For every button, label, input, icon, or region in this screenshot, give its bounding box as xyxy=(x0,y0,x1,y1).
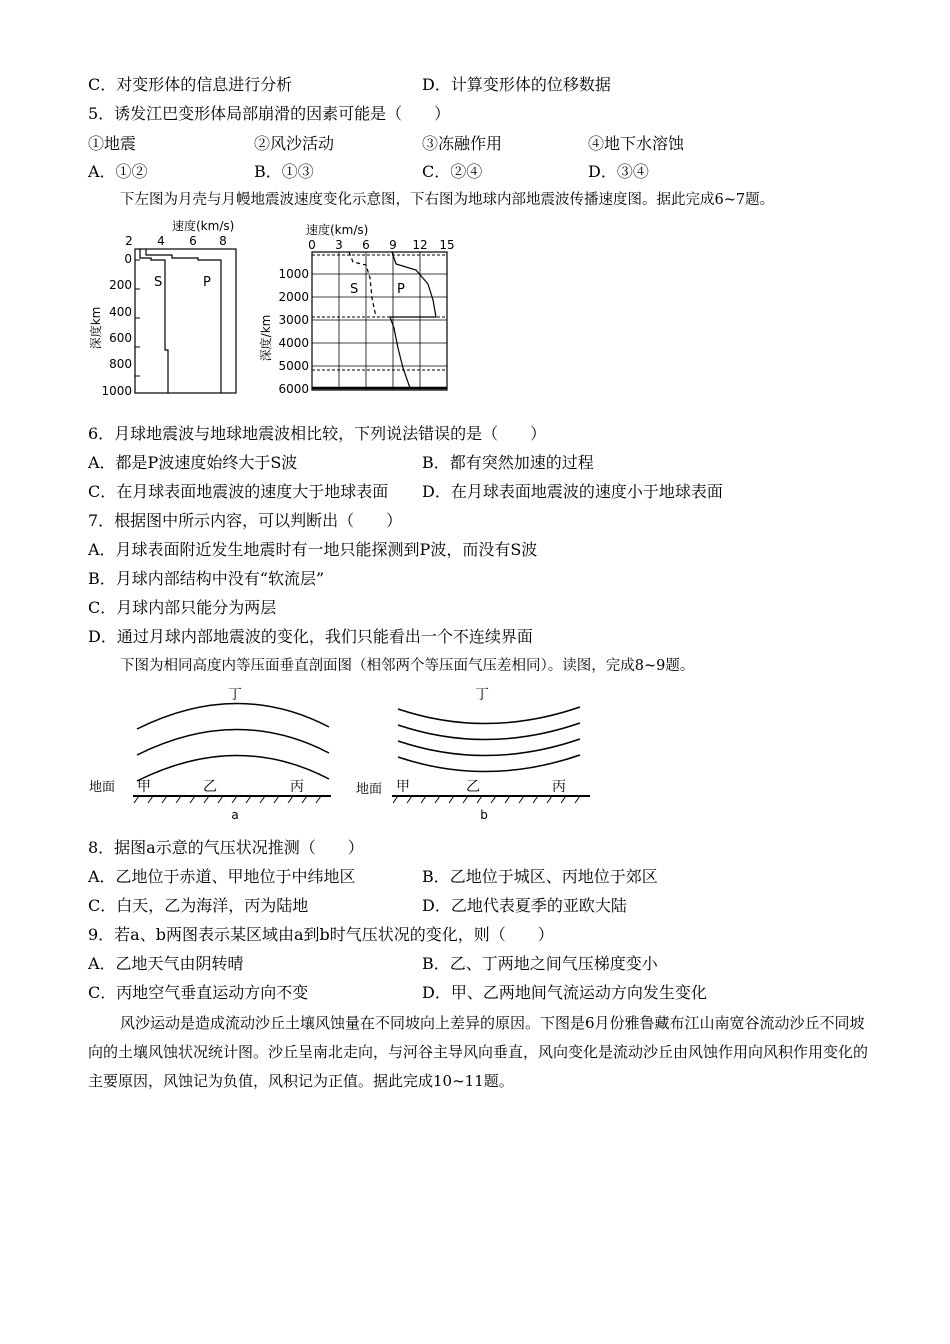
isobar-b-jia: 甲 xyxy=(396,779,410,795)
isobar-a-line-1 xyxy=(137,703,329,729)
isobar-a-top-label: 丁 xyxy=(228,687,242,703)
isobar-b-yi: 乙 xyxy=(466,779,480,795)
moon-y-tick-200: 200 xyxy=(109,278,132,292)
q4-option-d: D．计算变形体的位移数据 xyxy=(422,75,611,94)
moon-y-tick-600: 600 xyxy=(109,331,132,345)
q4-option-c: C．对变形体的信息进行分析 xyxy=(88,75,293,94)
earth-x-tick-15: 15 xyxy=(439,238,455,252)
earth-x-tick-9: 9 xyxy=(389,238,397,252)
isobar-b-bing: 丙 xyxy=(552,779,566,795)
q7-stem: 7．根据图中所示内容，可以判断出（ ） xyxy=(88,511,403,530)
q7-option-b: B．月球内部结构中没有“软流层” xyxy=(88,569,325,588)
earth-x-tick-3: 3 xyxy=(335,238,343,252)
isobar-a-line-3 xyxy=(137,755,329,781)
earth-seismic-chart xyxy=(258,218,458,403)
q6-option-a: A．都是P波速度始终大于S波 xyxy=(88,453,298,472)
isobar-a-jia: 甲 xyxy=(137,779,151,795)
moon-y-tick-400: 400 xyxy=(109,305,132,319)
earth-x-tick-12: 12 xyxy=(412,238,428,252)
q5-option-d: D．③④ xyxy=(588,162,649,181)
earth-chart-title: 速度(km/s) xyxy=(306,223,369,237)
q5-option-b: B．①③ xyxy=(254,162,314,181)
earth-y-tick-3000: 3000 xyxy=(278,313,309,327)
q8-option-c: C．白天，乙为海洋，丙为陆地 xyxy=(88,896,309,915)
moon-y-tick-0: 0 xyxy=(124,252,132,266)
moon-chart-title: 速度(km/s) xyxy=(172,219,235,233)
q6-option-c: C．在月球表面地震波的速度大于地球表面 xyxy=(88,482,389,501)
isobar-a-line-2 xyxy=(137,729,329,755)
q5-stem: 5．诱发江巴变形体局部崩滑的因素可能是（ ） xyxy=(88,104,451,123)
q5-item-1: ①地震 xyxy=(88,134,137,153)
moon-y-axis-label: 深度km xyxy=(89,306,103,350)
q5-item-2: ②风沙活动 xyxy=(254,134,335,153)
moon-x-tick-6: 6 xyxy=(189,234,197,248)
q9-option-a: A．乙地天气由阴转晴 xyxy=(88,954,244,973)
isobar-b-line-1 xyxy=(398,707,580,724)
isobar-diagram-b xyxy=(352,683,602,823)
isobar-b-line-2 xyxy=(398,723,580,740)
q9-option-c: C．丙地空气垂直运动方向不变 xyxy=(88,983,309,1002)
moon-s-wave-line xyxy=(140,249,168,393)
earth-y-axis-label: 深度/km xyxy=(259,314,273,362)
isobar-b-line-4 xyxy=(398,755,580,772)
earth-x-tick-6: 6 xyxy=(362,238,370,252)
earth-grid xyxy=(312,252,447,390)
q8-option-a: A．乙地位于赤道、甲地位于中纬地区 xyxy=(88,867,356,886)
isobar-b-top-label: 丁 xyxy=(475,687,489,703)
intro-8-9: 下图为相同高度内等压面垂直剖面图（相邻两个等压面气压差相同）。读图，完成8~9题。 xyxy=(120,658,695,674)
earth-p-label: P xyxy=(397,282,405,297)
isobar-b-caption: b xyxy=(480,808,488,822)
q7-option-a: A．月球表面附近发生地震时有一地只能探测到P波，而没有S波 xyxy=(88,540,538,559)
earth-x-tick-0: 0 xyxy=(308,238,316,252)
moon-p-label: P xyxy=(203,275,211,290)
moon-p-wave-line xyxy=(146,249,221,393)
intro-6-7: 下左图为月壳与月幔地震波速度变化示意图，下右图为地球内部地震波传播速度图。据此完成6~7题。 xyxy=(120,192,775,208)
q9-option-b: B．乙、丁两地之间气压梯度变小 xyxy=(422,954,658,973)
isobar-b-ground-label: 地面 xyxy=(356,782,383,797)
q5-item-4: ④地下水溶蚀 xyxy=(588,134,685,153)
isobar-a-yi: 乙 xyxy=(203,779,217,795)
earth-y-tick-1000: 1000 xyxy=(278,267,309,281)
moon-s-label: S xyxy=(154,275,163,290)
moon-x-tick-8: 8 xyxy=(219,234,227,248)
q8-option-d: D．乙地代表夏季的亚欧大陆 xyxy=(422,896,627,915)
earth-y-tick-5000: 5000 xyxy=(278,359,309,373)
moon-y-tick-800: 800 xyxy=(109,357,132,371)
intro-10-11-text: 风沙运动是造成流动沙丘土壤风蚀量在不同坡向上差异的原因。下图是6月份雅鲁藏布江山南宽谷流动沙丘不同坡向的土壤风蚀状况统计图。沙丘呈南北走向，与河谷主导风向垂直，风向变化是流动沙丘由风蚀作用向风积作用变化的主要原因，风蚀记为负值，风积记为正值。据此完成10~11题。 xyxy=(88,1014,869,1090)
q5-option-c: C．②④ xyxy=(422,162,483,181)
moon-y-tick-1000: 1000 xyxy=(101,384,132,398)
isobar-a-bing: 丙 xyxy=(290,779,304,795)
q9-stem: 9．若a、b两图表示某区域由a到b时气压状况的变化，则（ ） xyxy=(88,925,554,944)
earth-y-tick-6000: 6000 xyxy=(278,382,309,396)
isobar-a-caption: a xyxy=(231,808,239,822)
q8-stem: 8．据图a示意的气压状况推测（ ） xyxy=(88,838,364,857)
intro-10-11 xyxy=(88,1009,878,1096)
q6-option-b: B．都有突然加速的过程 xyxy=(422,453,594,472)
q9-option-d: D．甲、乙两地间气流运动方向发生变化 xyxy=(422,983,707,1002)
earth-chart-frame xyxy=(312,252,447,390)
q5-option-a: A．①② xyxy=(88,162,148,181)
moon-x-tick-2: 2 xyxy=(125,234,133,248)
moon-seismic-chart xyxy=(82,218,252,403)
earth-y-tick-2000: 2000 xyxy=(278,290,309,304)
q8-option-b: B．乙地位于城区、丙地位于郊区 xyxy=(422,867,658,886)
q7-option-d: D．通过月球内部地震波的变化，我们只能看出一个不连续界面 xyxy=(88,627,533,646)
isobar-diagram-a xyxy=(85,683,335,823)
q5-item-3: ③冻融作用 xyxy=(422,134,503,153)
moon-x-tick-4: 4 xyxy=(157,234,165,248)
earth-y-tick-4000: 4000 xyxy=(278,336,309,350)
q7-option-c: C．月球内部只能分为两层 xyxy=(88,598,277,617)
q6-stem: 6．月球地震波与地球地震波相比较，下列说法错误的是（ ） xyxy=(88,424,547,443)
isobar-b-line-3 xyxy=(398,739,580,756)
isobar-a-ground-label: 地面 xyxy=(89,780,116,795)
earth-s-label: S xyxy=(350,282,359,297)
q6-option-d: D．在月球表面地震波的速度小于地球表面 xyxy=(422,482,723,501)
